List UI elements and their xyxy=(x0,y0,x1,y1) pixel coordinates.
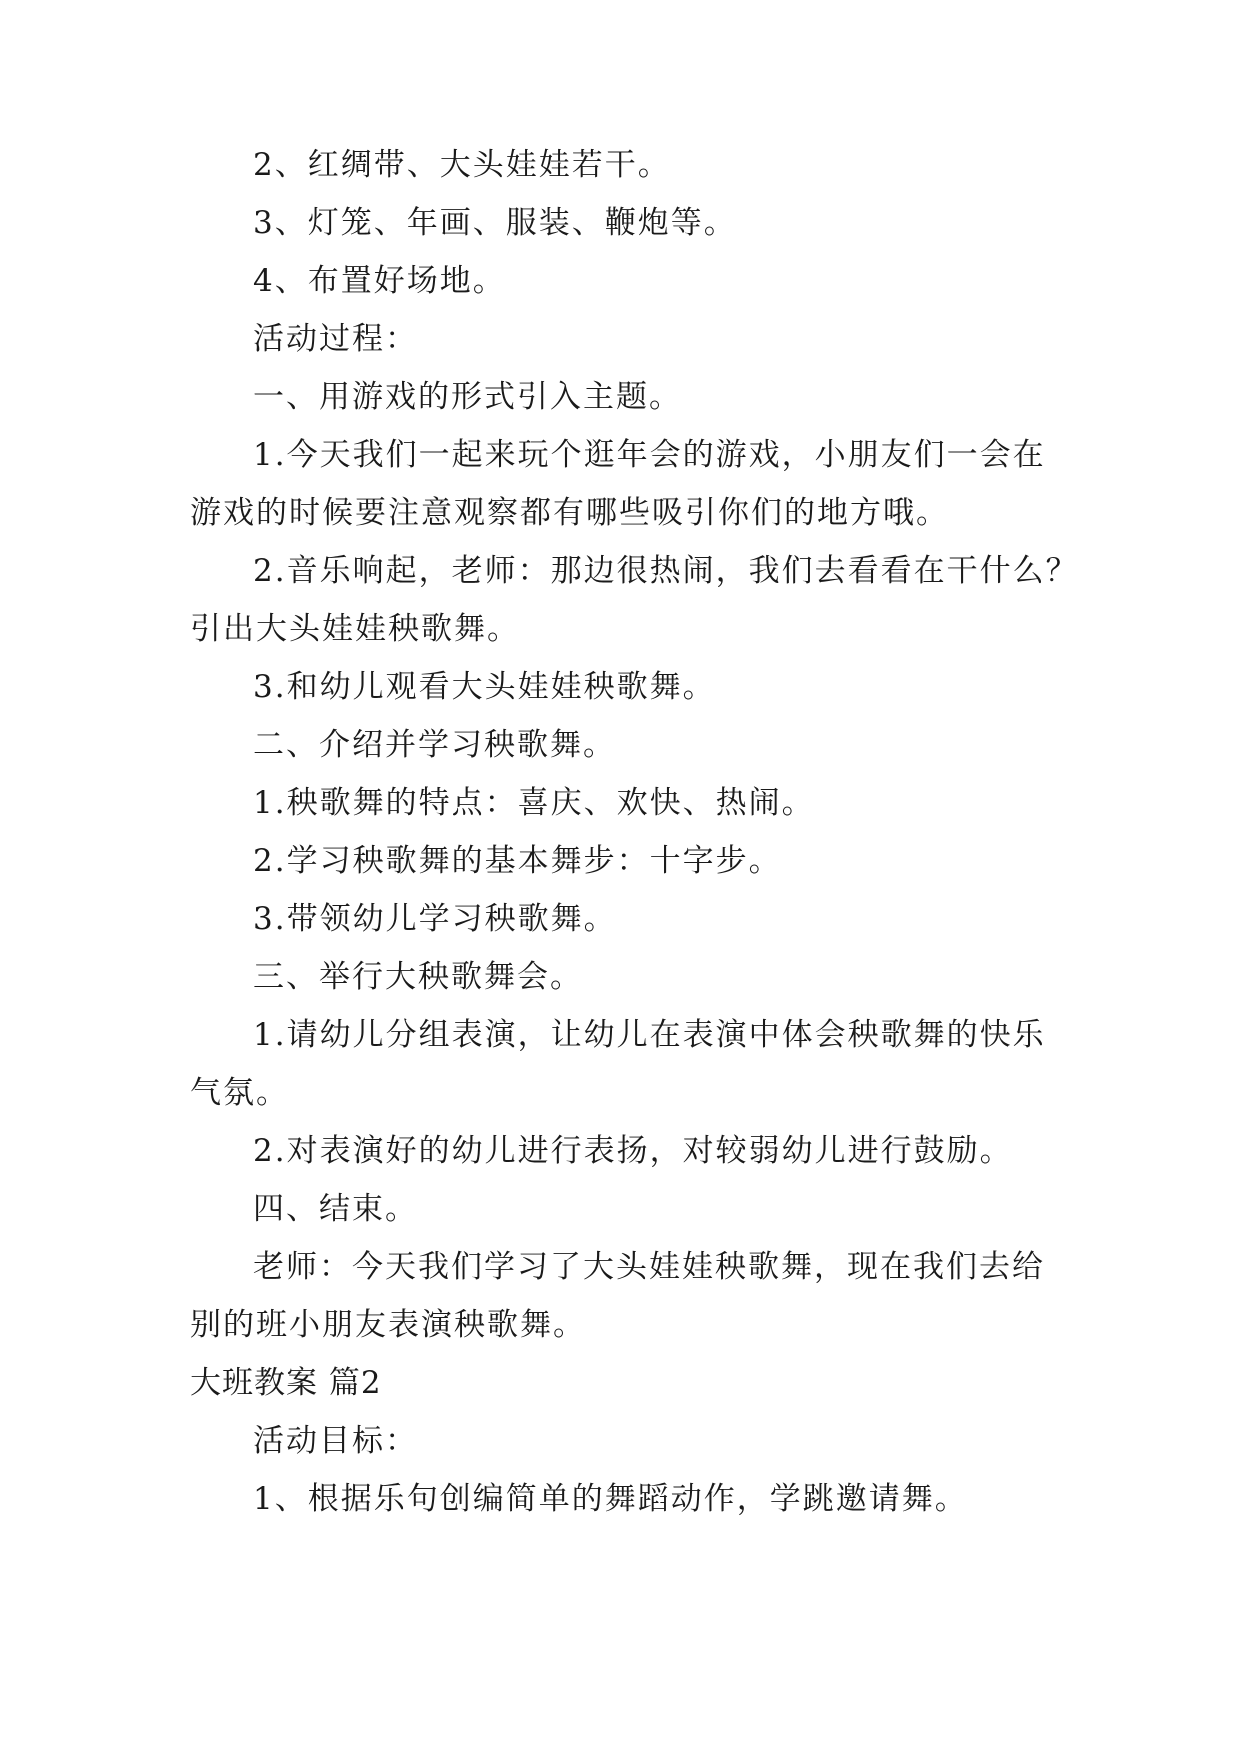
text-line: 3.和幼儿观看大头娃娃秧歌舞。 xyxy=(253,669,716,705)
text-line: 引出大头娃娃秧歌舞。 xyxy=(190,611,520,647)
text-line: 三、举行大秧歌舞会。 xyxy=(253,959,583,995)
text-line: 气氛。 xyxy=(190,1075,289,1111)
text-line: 四、结束。 xyxy=(253,1191,418,1227)
text-line: 3、灯笼、年画、服装、鞭炮等。 xyxy=(253,205,737,241)
text-line: 活动过程： xyxy=(253,321,418,357)
text-line: 2.对表演好的幼儿进行表扬，对较弱幼儿进行鼓励。 xyxy=(253,1133,1013,1169)
text-line: 一、用游戏的形式引入主题。 xyxy=(253,379,682,415)
text-line: 1.今天我们一起来玩个逛年会的游戏，小朋友们一会在 xyxy=(253,437,1046,473)
text-line: 别的班小朋友表演秧歌舞。 xyxy=(190,1307,586,1343)
text-line: 3.带领幼儿学习秧歌舞。 xyxy=(253,901,617,937)
text-line: 游戏的时候要注意观察都有哪些吸引你们的地方哦。 xyxy=(190,495,949,531)
text-line: 2.学习秧歌舞的基本舞步：十字步。 xyxy=(253,843,782,879)
text-line: 老师：今天我们学习了大头娃娃秧歌舞，现在我们去给 xyxy=(253,1249,1045,1285)
text-line: 1.秧歌舞的特点：喜庆、欢快、热闹。 xyxy=(253,785,815,821)
text-line: 4、布置好场地。 xyxy=(253,263,506,299)
text-line: 1、根据乐句创编简单的舞蹈动作，学跳邀请舞。 xyxy=(253,1481,968,1517)
section-heading: 大班教案 篇2 xyxy=(190,1365,382,1401)
text-line: 活动目标： xyxy=(253,1423,418,1459)
text-line: 2.音乐响起，老师：那边很热闹，我们去看看在干什么？ xyxy=(253,553,1079,589)
text-line: 二、介绍并学习秧歌舞。 xyxy=(253,727,616,763)
text-line: 2、红绸带、大头娃娃若干。 xyxy=(253,147,671,183)
text-line: 1.请幼儿分组表演，让幼儿在表演中体会秧歌舞的快乐 xyxy=(253,1017,1046,1053)
